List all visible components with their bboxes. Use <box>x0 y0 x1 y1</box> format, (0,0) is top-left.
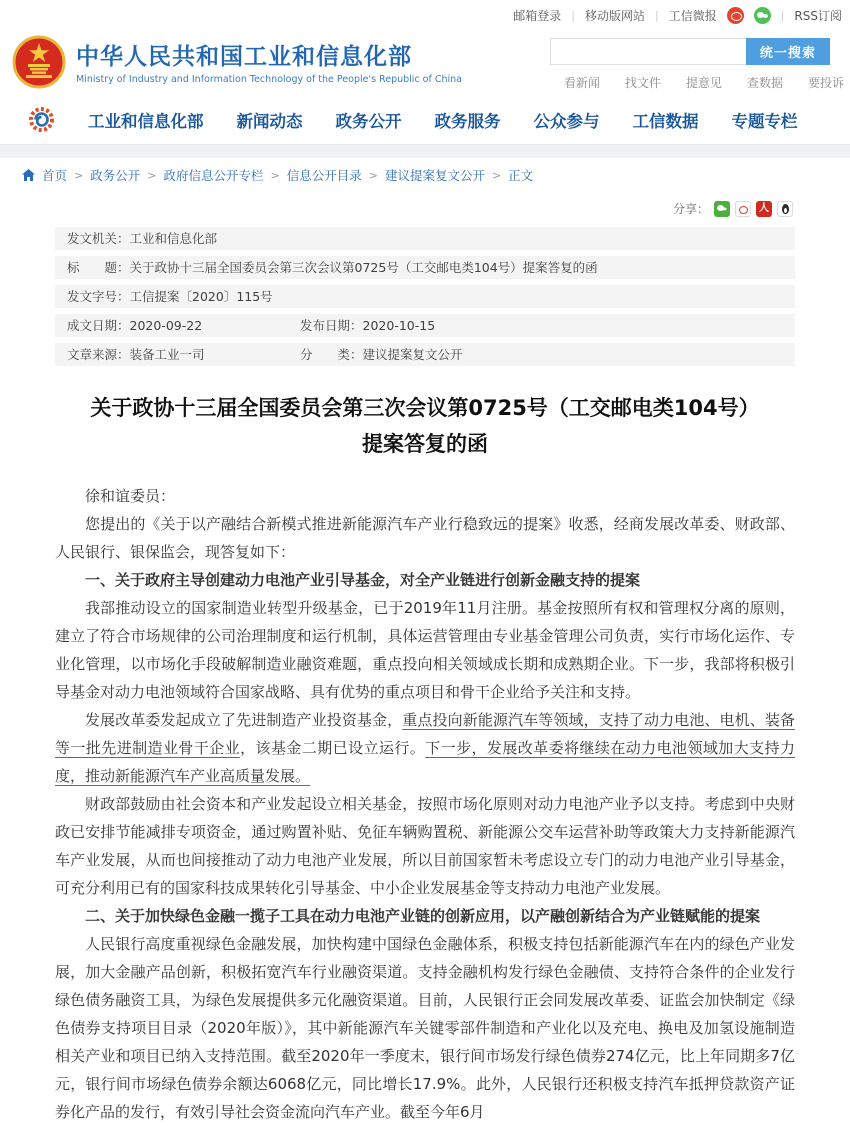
mobile-site-link[interactable]: 移动版网站 <box>584 8 645 23</box>
search-input[interactable] <box>550 38 746 65</box>
miit-gear-logo-icon <box>28 106 55 133</box>
segment: ，该基金二期已设立运行。 <box>240 739 426 757</box>
wechat-icon[interactable] <box>754 7 771 24</box>
topbar-separator: | <box>654 8 659 22</box>
doc-info-row-agency <box>55 227 795 250</box>
field-value: 2020-09-22 <box>129 318 203 333</box>
site-title-en: Ministry of Industry and Information Technology of the People's Republic of China <box>76 74 462 85</box>
breadcrumb-catalog[interactable]: 信息公开目录 <box>286 168 362 183</box>
home-icon <box>22 169 35 181</box>
doc-info-row-dates <box>55 314 795 337</box>
field-value: 工业和信息化部 <box>129 231 218 246</box>
quick-link-files[interactable]: 找文件 <box>624 76 661 90</box>
field-label: 分 类： <box>300 347 363 362</box>
quick-link-news[interactable]: 看新闻 <box>563 76 600 90</box>
top-utility-bar <box>0 0 850 30</box>
field-pair <box>67 346 300 363</box>
field-pair <box>67 317 300 334</box>
topbar-separator: | <box>571 8 575 22</box>
site-titles <box>76 38 462 85</box>
section2-heading: 二、关于加快绿色金融一揽子工具在动力电池产业链的创新应用，以产融创新结合为产业链赋能的提案 <box>85 907 761 925</box>
site-header <box>0 30 850 99</box>
field-value: 装备工业一司 <box>129 347 205 362</box>
breadcrumb-disclosure-column[interactable]: 政府信息公开专栏 <box>163 168 264 183</box>
doc-info-row-source <box>55 343 795 366</box>
field-label: 发文机关： <box>67 231 130 246</box>
red-underlined-segment: 下一步，发展改革委将继续在动力电池领域加大支持力度，推动新能源汽车产业高质量发展。 <box>55 739 795 785</box>
search-area <box>550 32 844 91</box>
share-label: 分享： <box>672 202 709 216</box>
salutation: 徐和谊委员： <box>85 487 176 505</box>
doc-info-row-title <box>55 256 795 279</box>
breadcrumb-separator: > <box>270 168 280 182</box>
share-people-icon[interactable]: 人 <box>756 201 772 217</box>
breadcrumb-proposal-replies[interactable]: 建议提案复文公开 <box>384 168 485 183</box>
nav-item-gov-disclosure[interactable]: 政务公开 <box>335 111 402 131</box>
doc-info-table <box>55 227 795 366</box>
article-content <box>55 192 795 1126</box>
field-label: 发布日期： <box>300 318 363 333</box>
breadcrumb-separator: > <box>368 168 378 182</box>
nav-item-gov-services[interactable]: 政务服务 <box>434 111 501 131</box>
topbar-separator: | <box>780 8 785 22</box>
field-pair <box>300 317 435 334</box>
share-qq-icon[interactable] <box>777 201 793 217</box>
nav-item-miit[interactable]: 工业和信息化部 <box>88 111 204 131</box>
quick-link-data[interactable]: 查数据 <box>746 76 783 90</box>
field-value: 建议提案复文公开 <box>362 347 463 362</box>
divider-band <box>0 144 850 158</box>
share-weibo-icon[interactable] <box>735 201 751 217</box>
field-value: 2020-10-15 <box>362 318 436 333</box>
paragraph-s1-3: 财政部鼓励由社会资本和产业发起设立相关基金，按照市场化原则对动力电池产业予以支持。考虑到中央财政已安排节能减排专项资金，通过购置补贴、免征车辆购置税、新能源公交车运营补助等政策大力支持新能源汽车产业发展，从而也间接推动了动力电池产业发展，所以目前国家暂未考虑设立专门的动力电池产业引导基金，可充分利用已有的国家科技成果转化引导基金、中小企业发展基金等支持动力电池产业发展。 <box>55 795 795 897</box>
paragraph-s1-1: 我部推动设立的国家制造业转型升级基金，已于2019年11月注册。基金按照所有权和管理权分离的原则，建立了符合市场规律的公司治理制度和运行机制，具体运营管理由专业基金管理公司负责，实行市场化运作、专业化管理，以市场化手段破解制造业融资难题，重点投向相关领域成长期和成熟期企业。下一步，我部将积极引导基金对动力电池领域符合国家战略、具有优势的重点项目和骨干企业给予关注和支持。 <box>55 599 795 701</box>
segment: 发展改革委发起成立了先进制造产业投资基金， <box>85 711 403 729</box>
unified-search-button[interactable]: 统一搜索 <box>746 38 830 65</box>
breadcrumb-separator: > <box>147 168 157 182</box>
quick-link-suggest[interactable]: 提意见 <box>685 76 722 90</box>
breadcrumb-current: 正文 <box>508 168 534 183</box>
field-value: 关于政协十三届全国委员会第三次会议第0725号（工交邮电类104号）提案答复的函 <box>129 260 598 275</box>
breadcrumb-home[interactable]: 首页 <box>42 168 68 183</box>
rss-link[interactable]: RSS订阅 <box>794 8 842 23</box>
field-label: 文章来源： <box>67 347 130 362</box>
article-body <box>55 482 795 1126</box>
breadcrumb <box>0 158 850 192</box>
nav-item-news[interactable]: 新闻动态 <box>236 111 303 131</box>
paragraph-s2-1: 人民银行高度重视绿色金融发展，加快构建中国绿色金融体系，积极支持包括新能源汽车在内的绿色产业发展，加大金融产品创新，积极拓宽汽车行业融资渠道。支持金融机构发行绿色金融债、支持符合条件的企业发行绿色债务融资工具，为绿色发展提供多元化融资渠道。目前，人民银行正会同发展改革委、证监会加快制定《绿色债券支持项目目录（2020年版）》，其中新能源汽车关键零部件制造和产业化以及充电、换电及加氢设施制造相关产业和项目已纳入支持范围。截至2020年一季度末，银行间市场发行绿色债券274亿元，比上年同期多7亿元，银行间市场绿色债券余额达6068亿元，同比增长17.9%。此外，人民银行还积极支持汽车抵押贷款资产证券化产品的发行，有效引导社会资金流向汽车产业。截至今年6月 <box>55 935 795 1121</box>
site-brand[interactable] <box>12 32 462 91</box>
site-title-cn: 中华人民共和国工业和信息化部 <box>76 44 412 70</box>
field-label: 成文日期： <box>67 318 130 333</box>
quick-link-complaint[interactable]: 要投诉 <box>807 76 844 90</box>
nav-item-data[interactable]: 工信数据 <box>632 111 699 131</box>
nav-item-topics[interactable]: 专题专栏 <box>731 111 798 131</box>
nav-item-participation[interactable]: 公众参与 <box>533 111 600 131</box>
share-row <box>55 192 795 225</box>
field-label: 发文字号： <box>67 289 130 304</box>
search-quick-links <box>550 74 844 91</box>
field-value: 工信提案〔2020〕115号 <box>129 289 273 304</box>
main-nav <box>0 99 850 144</box>
field-pair <box>300 346 463 363</box>
article-title: 关于政协十三届全国委员会第三次会议第0725号（工交邮电类104号）提案答复的函 <box>90 396 760 456</box>
national-emblem-logo <box>12 34 66 90</box>
mail-login-link[interactable]: 邮箱登录 <box>513 8 562 23</box>
section1-heading: 一、关于政府主导创建动力电池产业引导基金，对全产业链进行创新金融支持的提案 <box>85 571 641 589</box>
breadcrumb-separator: > <box>74 168 84 182</box>
share-wechat-icon[interactable] <box>714 201 730 217</box>
paragraph-s1-2 <box>55 706 795 790</box>
field-label: 标 题： <box>67 260 130 275</box>
red-underlined-segment: 重点投向新能源汽车等领域，支持了动力电池、电机、装备等一批先进制造业骨干企业 <box>55 711 795 757</box>
breadcrumb-separator: > <box>491 168 502 182</box>
miit-weibo-link[interactable]: 工信微报 <box>668 8 717 23</box>
weibo-icon[interactable] <box>727 7 744 24</box>
breadcrumb-gov-disclosure[interactable]: 政务公开 <box>90 168 141 183</box>
doc-info-row-number <box>55 285 795 308</box>
paragraph-intro: 您提出的《关于以产融结合新模式推进新能源汽车产业行稳致远的提案》收悉，经商发展改革委、财政部、人民银行、银保监会，现答复如下： <box>55 515 795 561</box>
